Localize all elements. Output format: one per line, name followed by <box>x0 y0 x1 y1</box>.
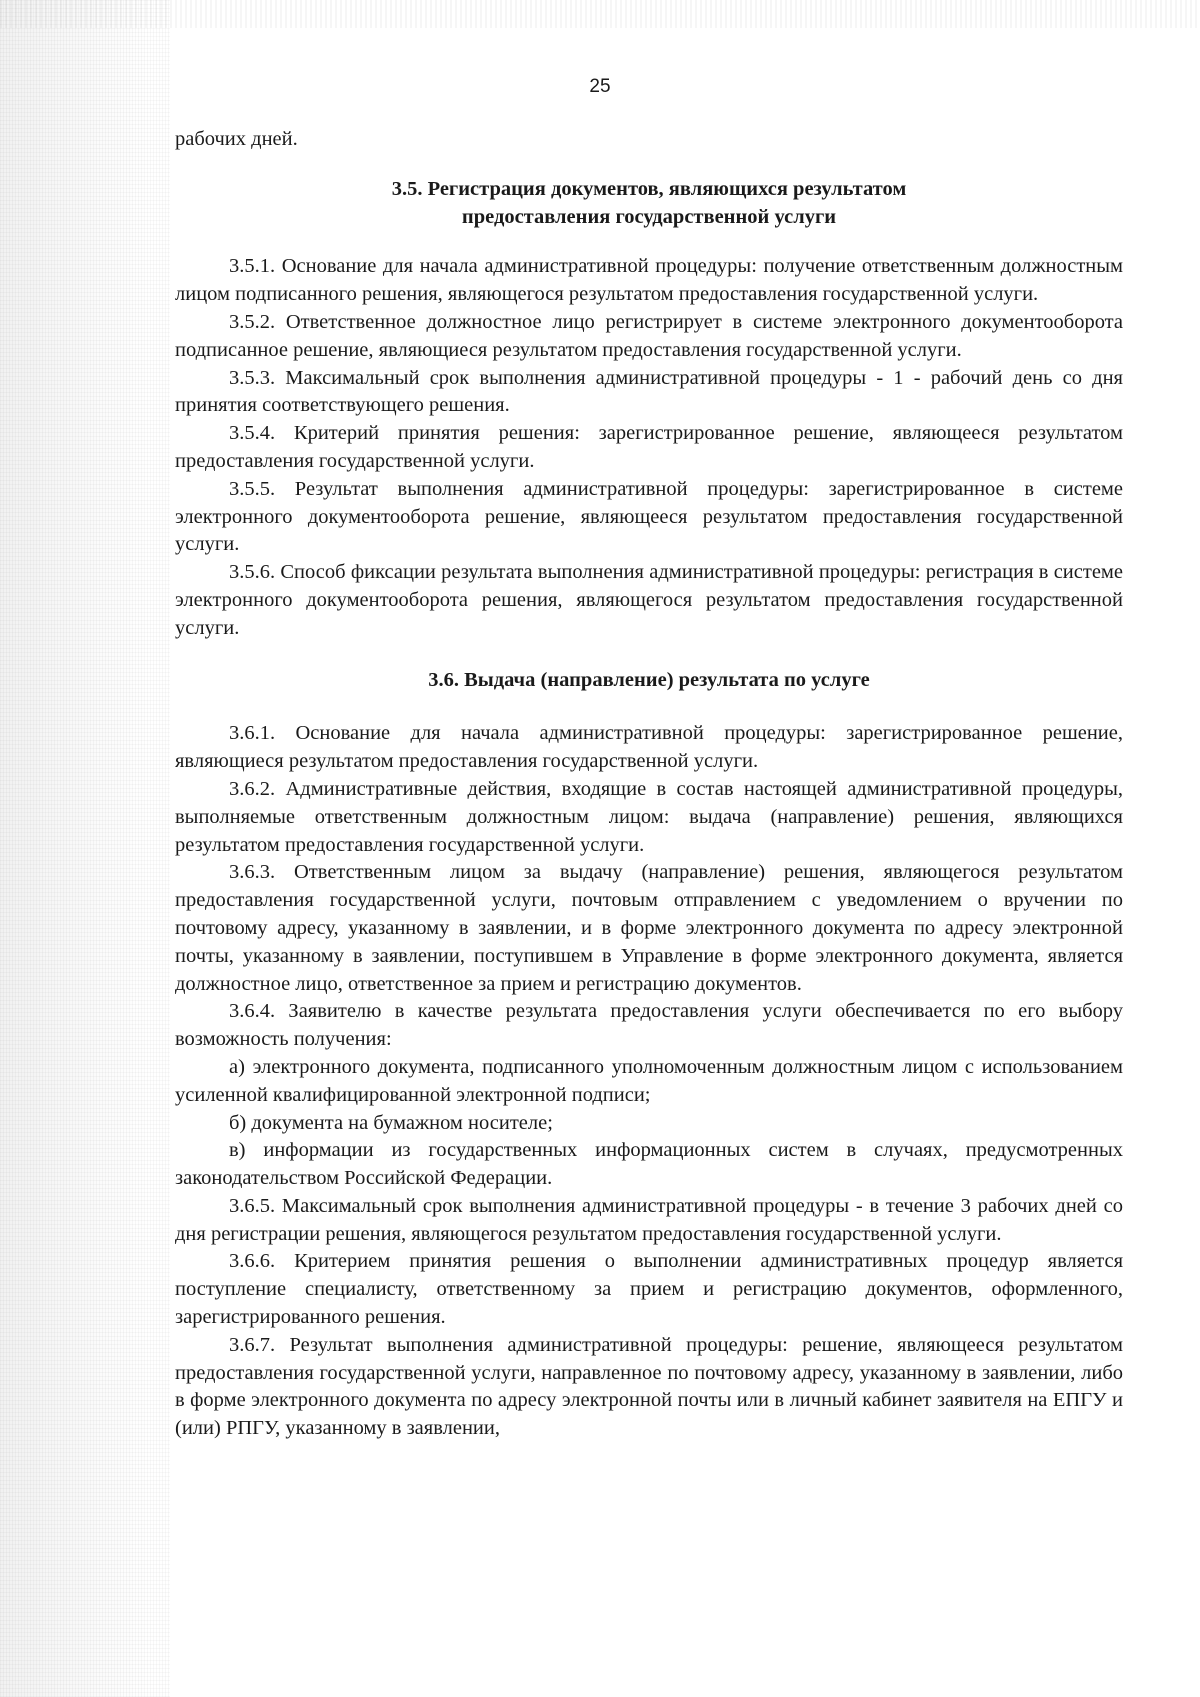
paragraph-3-6-3: 3.6.3. Ответственным лицом за выдачу (направление) решения, являющегося результатом предоставления государственной услуги, почтовым отправлением с уведомлением о вручении по почтовому адресу, указанному в заявлении, и в форме электронного документа по адресу электронной почты, указанному в заявлении, поступившем в Управление в форме электронного документа, является должностное лицо, ответственное за прием и регистрацию документов. <box>175 861 1123 995</box>
paragraph-3-6-7: 3.6.7. Результат выполнения административной процедуры: решение, являющееся результатом предоставления государственной услуги, направленное по почтовому адресу, указанному в заявлении, либо в форме электронного документа по адресу электронной почты или в личный кабинет заявителя на ЕПГУ и (или) РПГУ, указанному в заявлении, <box>175 1333 1123 1440</box>
paragraph-3-6-5: 3.6.5. Максимальный срок выполнения административной процедуры - в течение 3 рабочих дней со дня регистрации решения, являющегося результатом предоставления государственной услуги. <box>175 1194 1123 1245</box>
list-item-b: б) документа на бумажном носителе; <box>229 1111 553 1134</box>
section-heading-3-6: 3.6. Выдача (направление) результата по услуге <box>428 668 870 691</box>
paragraph-3-6-4: 3.6.4. Заявителю в качестве результата предоставления услуги обеспечивается по его выбору возможность получения: <box>175 1000 1123 1051</box>
list-item-v: в) информации из государственных информационных систем в случаях, предусмотренных законодательством Российской Федерации. <box>175 1139 1123 1190</box>
scan-noise-left <box>0 0 170 1697</box>
paragraph-3-6-6: 3.6.6. Критерием принятия решения о выполнении административных процедур является поступление специалисту, ответственному за прием и регистрацию документов, оформленного, зарегистрированного решения. <box>175 1250 1123 1329</box>
section-heading-3-5-line1: 3.5. Регистрация документов, являющихся результатом <box>391 177 907 200</box>
paragraph-3-5-2: 3.5.2. Ответственное должностное лицо регистрирует в системе электронного документооборота подписанное решение, являющиеся результатом предоставления государственной услуги. <box>175 310 1123 361</box>
paragraph-3-5-5: 3.5.5. Результат выполнения административной процедуры: зарегистрированное в системе электронного документооборота решение, являющееся результатом предоставления государственной услуги. <box>175 477 1123 556</box>
list-item-a: а) электронного документа, подписанного уполномоченным должностным лицом с использованием усиленной квалифицированной электронной подписи; <box>175 1055 1123 1106</box>
page-number: 25 <box>589 76 611 97</box>
paragraph-3-6-2: 3.6.2. Административные действия, входящие в состав настоящей административной процедуры, выполняемые ответственным должностным лицом: выдача (направление) решения, являющихся результатом предоставления государственной услуги. <box>175 777 1123 856</box>
paragraph-3-5-6: 3.5.6. Способ фиксации результата выполнения административной процедуры: регистрация в системе электронного документооборота решения, являющегося результатом предоставления государственной услуги. <box>175 561 1123 639</box>
section-heading-3-5 <box>175 176 1123 232</box>
section-heading-3-5-line2: предоставления государственной услуги <box>461 205 837 228</box>
paragraph-3-5-4: 3.5.4. Критерий принятия решения: зарегистрированное решение, являющееся результатом предоставления государственной услуги. <box>175 422 1123 472</box>
paragraph-3-5-3: 3.5.3. Максимальный срок выполнения административной процедуры - 1 - рабочий день со дня принятия соответствующего решения. <box>175 366 1123 417</box>
paragraph-3-5-1: 3.5.1. Основание для начала административной процедуры: получение ответственным должностным лицом подписанного решения, являющегося результатом предоставления государственной услуги. <box>175 255 1123 306</box>
scan-noise-top <box>0 0 1200 28</box>
document-body <box>175 126 1123 1443</box>
continuation-text: рабочих дней. <box>175 128 298 150</box>
paragraph-3-6-1: 3.6.1. Основание для начала административной процедуры: зарегистрированное решение, являющиеся результатом предоставления государственной услуги. <box>175 722 1123 773</box>
